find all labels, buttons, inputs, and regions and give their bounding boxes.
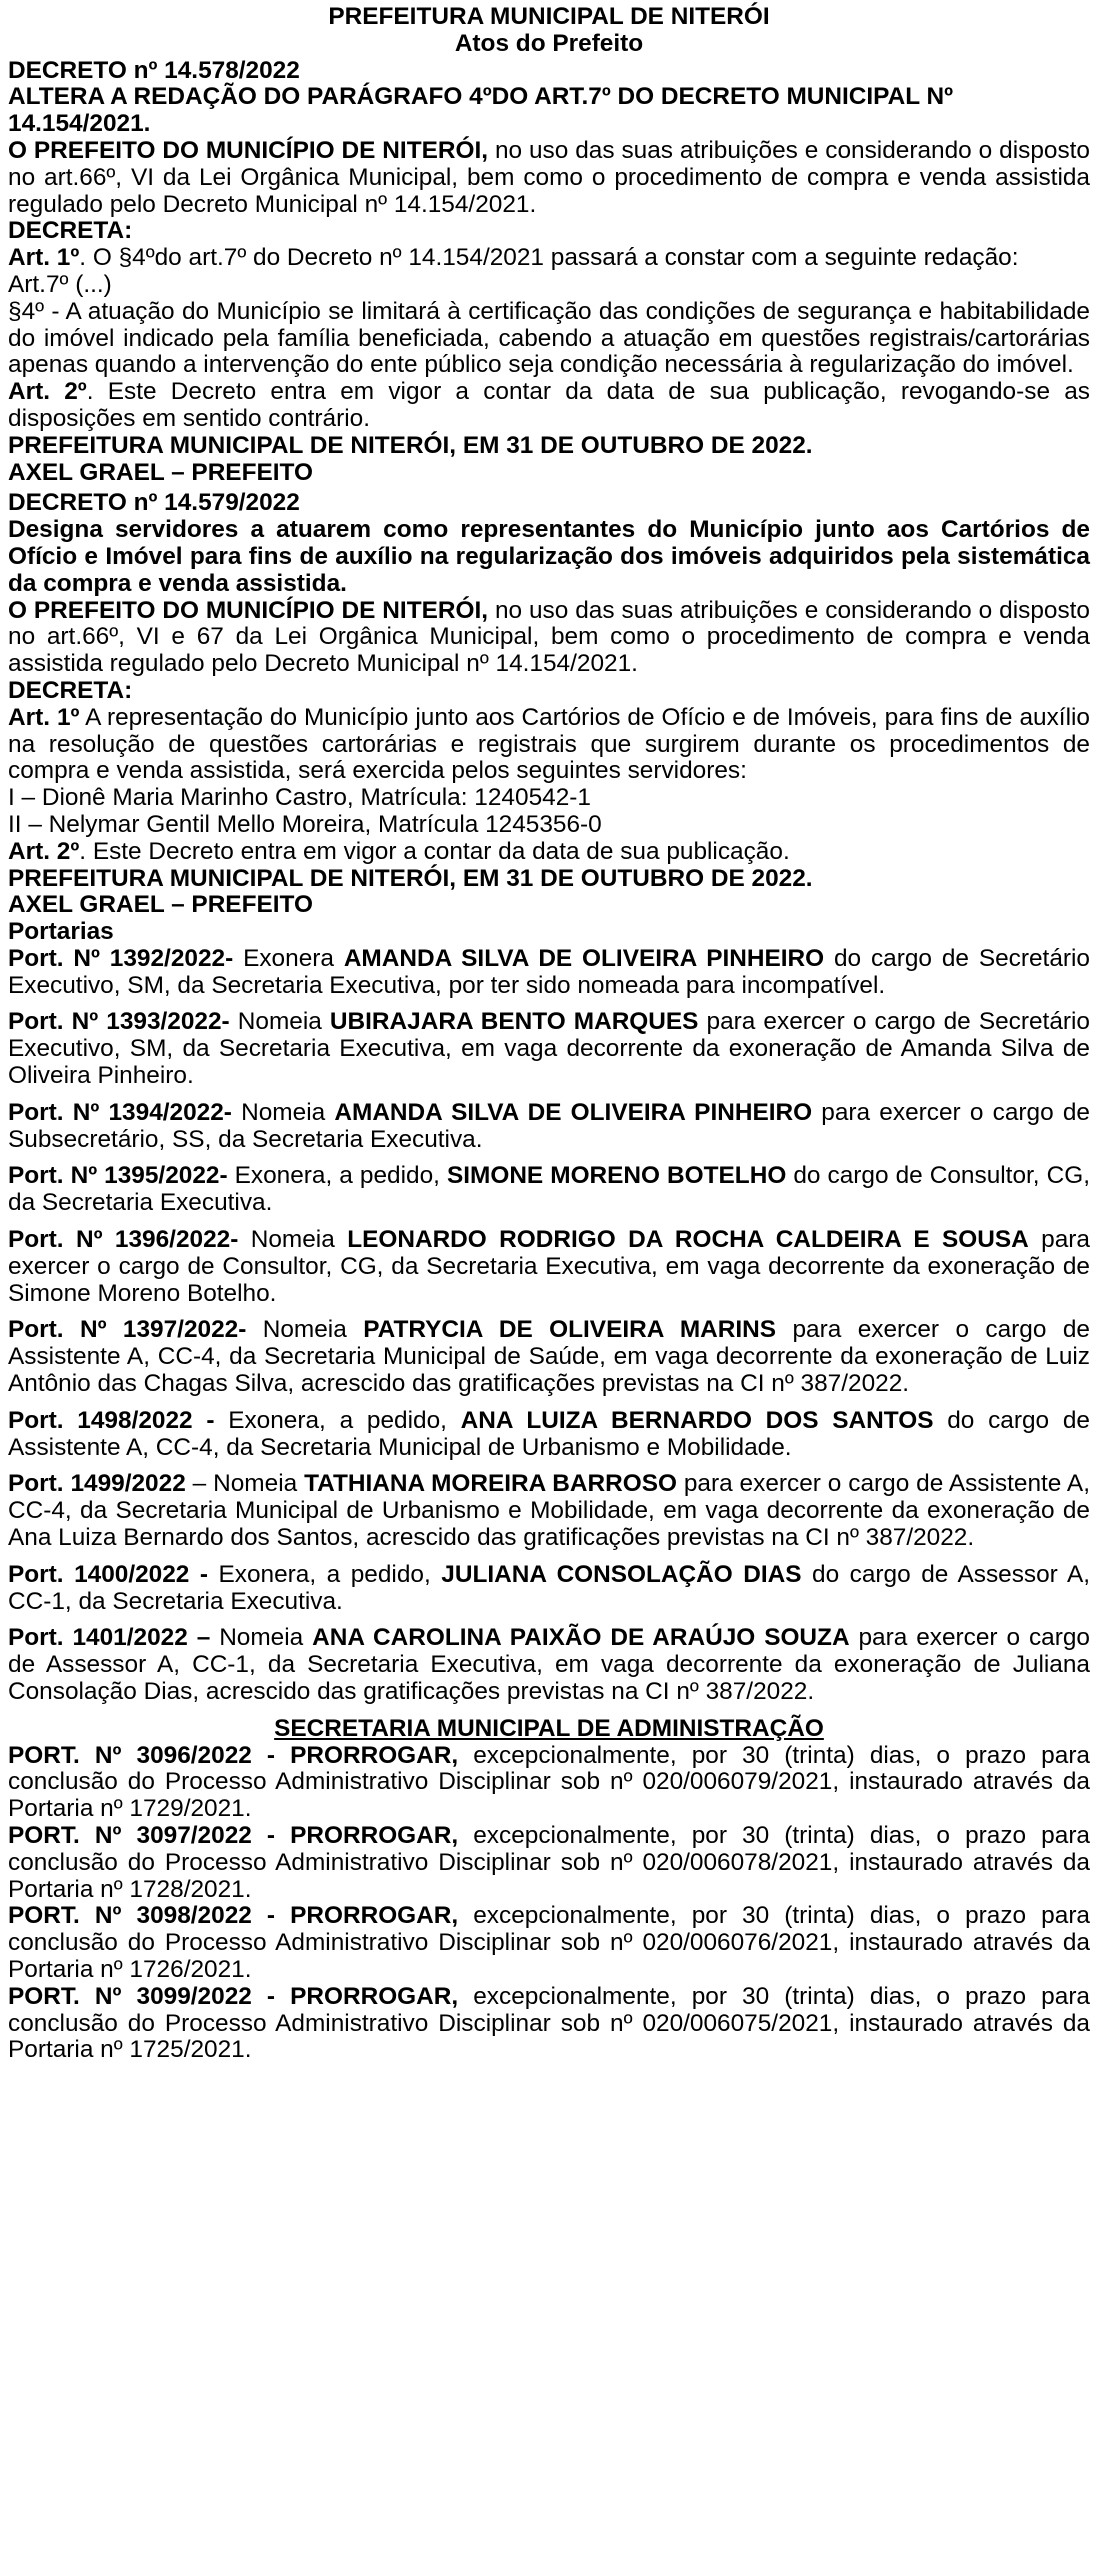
portaria-number: Port. Nº 1396/2022- <box>8 1226 239 1254</box>
decree-ementa: ALTERA A REDAÇÃO DO PARÁGRAFO 4ºDO ART.7º DO DECRETO MUNICIPAL Nº 14.154/2021. <box>8 83 954 138</box>
portaria-text: do cargo de Consultor, CG, da Secretaria Executiva. <box>8 1162 1090 1217</box>
decree-preamble <box>8 598 1090 678</box>
article-2-label: Art. 2º <box>8 837 80 865</box>
portaria-person: AMANDA SILVA DE OLIVEIRA PINHEIRO <box>334 1098 813 1126</box>
portaria-action: – Nomeia <box>185 1470 305 1498</box>
sma-portaria-number: PORT. Nº 3097/2022 - PRORROGAR, <box>8 1822 459 1849</box>
sma-portaria-text: excepcionalmente, por 30 (trinta) dias, o prazo para conclusão do Processo Administrativo Disciplinar sob nº 020/006078/2021, instaurado através da Portaria nº 1728/2021. <box>8 1822 1091 1903</box>
portaria-person: UBIRAJARA BENTO MARQUES <box>329 1008 699 1036</box>
portaria-action: Nomeia <box>238 1226 348 1254</box>
portaria-text: para exercer o cargo de Secretário Executivo, SM, da Secretaria Executiva, em vaga decorrente da exoneração de Amanda Silva de Oliveira Pinheiro. <box>8 1008 1090 1090</box>
portaria-person: ANA LUIZA BERNARDO DOS SANTOS <box>460 1406 934 1434</box>
portaria-item <box>8 1471 1090 1551</box>
portaria-text: para exercer o cargo de Assistente A, CC-4, da Secretaria Municipal de Saúde, em vaga decorrente da exoneração de Luiz Antônio das Chagas Silva, acrescido das gratificações previstas na CI nº 387/2022. <box>8 1316 1090 1398</box>
portaria-item <box>8 1562 1090 1616</box>
decree-signature: AXEL GRAEL – PREFEITO <box>8 458 313 486</box>
article-2 <box>8 379 1090 433</box>
article-7-ref: Art.7º (...) <box>8 270 112 298</box>
portaria-number: Port. 1499/2022 <box>8 1470 186 1498</box>
portaria-item <box>8 1163 1090 1217</box>
portaria-text: do cargo de Assessor A, CC-1, da Secretaria Executiva. <box>8 1560 1090 1615</box>
paragraph-4: §4º - A atuação do Município se limitará à certificação das condições de segurança e habitabilidade do imóvel indicado pela família beneficiada, cabendo a atuação em questões registrais/cartorárias apenas quando a intervenção do ente público seja condição necessária à regularização do imóvel. <box>8 297 1090 379</box>
portaria-action: Exonera, a pedido, <box>208 1560 442 1588</box>
portaria-text: para exercer o cargo de Assistente A, CC-4, da Secretaria Municipal de Urbanismo e Mobilidade, em vaga decorrente da exoneração de Ana Luiza Bernardo dos Santos, acrescido das gratificações previstas na CI nº 387/2022. <box>8 1470 1090 1552</box>
portaria-action: Exonera <box>233 944 344 972</box>
section-title-text: SECRETARIA MUNICIPAL DE ADMINISTRAÇÃO <box>274 1714 824 1742</box>
sma-portaria-item <box>8 1823 1090 1903</box>
portaria-number: Port. Nº 1395/2022- <box>8 1162 228 1190</box>
portarias-title: Portarias <box>8 918 114 946</box>
decree-signature: AXEL GRAEL – PREFEITO <box>8 891 313 919</box>
sma-portaria-number: PORT. Nº 3098/2022 - PRORROGAR, <box>8 1902 459 1930</box>
portaria-action: Exonera, a pedido, <box>214 1406 461 1434</box>
portaria-action: Nomeia <box>210 1624 313 1652</box>
article-1-text: . O §4ºdo art.7º do Decreto nº 14.154/2021 passará a constar com a seguinte redação: <box>79 244 1019 272</box>
sma-portaria-text: excepcionalmente, por 30 (trinta) dias, o prazo para conclusão do Processo Administrativo Disciplinar sob nº 020/006079/2021, instaurado através da Portaria nº 1729/2021. <box>8 1741 1091 1823</box>
preamble-authority: O PREFEITO DO MUNICÍPIO DE NITERÓI, <box>8 596 489 624</box>
portaria-person: LEONARDO RODRIGO DA ROCHA CALDEIRA E SOUSA <box>347 1226 1029 1254</box>
preamble-text: no uso das suas atribuições e considerando o disposto no art.66º, VI da Lei Orgânica Municipal, bem como o procedimento de compra e venda assistida regulado pelo Decreto Municipal nº 14.154/2021. <box>8 136 1090 218</box>
preamble-authority: O PREFEITO DO MUNICÍPIO DE NITERÓI, <box>8 136 489 164</box>
portaria-number: Port. 1400/2022 - <box>8 1560 208 1588</box>
decreta-label: DECRETA: <box>8 676 133 704</box>
portaria-text: para exercer o cargo de Assessor A, CC-1, da Secretaria Executiva, em vaga decorrente da exoneração de Juliana Consolação Dias, acrescido das gratificações previstas na CI nº 387/2022. <box>8 1624 1090 1706</box>
article-2-label: Art. 2º <box>8 378 87 406</box>
header-subtitle: Atos do Prefeito <box>454 29 644 57</box>
preamble-text: no uso das suas atribuições e considerando o disposto no art.66º, VI e 67 da Lei Orgânica Municipal, bem como o procedimento de compra e venda assistida regulado pelo Decreto Municipal nº 14.154/2021. <box>8 596 1090 678</box>
decree-number: DECRETO nº 14.578/2022 <box>8 56 300 84</box>
article-1-text: A representação do Município junto aos Cartórios de Ofício e de Imóveis, para fins de auxílio na resolução de questões cartorárias e registrais que surgirem durante os procedimentos de compra e venda assistida, será exercida pelos seguintes servidores: <box>8 703 1090 785</box>
portaria-person: AMANDA SILVA DE OLIVEIRA PINHEIRO <box>343 944 825 972</box>
portaria-action: Exonera, a pedido, <box>227 1162 447 1190</box>
portaria-action: Nomeia <box>246 1316 364 1344</box>
portaria-item <box>8 1100 1090 1154</box>
decree-number: DECRETO nº 14.579/2022 <box>8 489 300 517</box>
article-1 <box>8 705 1090 785</box>
portaria-item <box>8 1408 1090 1462</box>
sma-list <box>8 1743 1090 2065</box>
portaria-person: SIMONE MORENO BOTELHO <box>446 1162 787 1190</box>
article-2 <box>8 839 1090 866</box>
decreta-label: DECRETA: <box>8 217 133 245</box>
portaria-number: Port. 1498/2022 - <box>8 1406 215 1434</box>
portaria-action: Nomeia <box>229 1008 330 1036</box>
decree-preamble <box>8 138 1090 218</box>
portaria-person: ANA CAROLINA PAIXÃO DE ARAÚJO SOUZA <box>312 1624 850 1652</box>
article-1-label: Art. 1º <box>8 244 80 272</box>
portaria-action: Nomeia <box>231 1098 335 1126</box>
header-org: PREFEITURA MUNICIPAL DE NITERÓI <box>328 3 770 30</box>
decree-closing: PREFEITURA MUNICIPAL DE NITERÓI, EM 31 DE OUTUBRO DE 2022. <box>8 431 813 459</box>
portaria-number: Port. Nº 1397/2022- <box>8 1316 247 1344</box>
decree-ementa: Designa servidores a atuarem como representantes do Município junto aos Cartórios de Ofício e Imóvel para fins de auxílio na regularização dos imóveis adquiridos pela sistemática da compra e venda assistida. <box>8 516 1090 597</box>
portaria-item <box>8 946 1090 1000</box>
portaria-text: para exercer o cargo de Subsecretário, SS, da Secretaria Executiva. <box>8 1098 1090 1153</box>
portaria-number: Port. Nº 1394/2022- <box>8 1098 232 1126</box>
decree-14578 <box>8 58 1090 487</box>
portaria-person: JULIANA CONSOLAÇÃO DIAS <box>441 1560 802 1588</box>
portarias-list <box>8 946 1090 1706</box>
sma-portaria-text: excepcionalmente, por 30 (trinta) dias, o prazo para conclusão do Processo Administrativo Disciplinar sob nº 020/006076/2021, instaurado através da Portaria nº 1726/2021. <box>8 1902 1091 1983</box>
portaria-item <box>8 1317 1090 1397</box>
article-1-label: Art. 1º <box>8 703 80 731</box>
portaria-number: Port. Nº 1393/2022- <box>8 1008 230 1036</box>
section-title-sma <box>8 1716 1090 1743</box>
servant-2: II – Nelymar Gentil Mello Moreira, Matrícula 1245356-0 <box>8 810 602 838</box>
sma-portaria-item <box>8 1984 1090 2064</box>
article-2-text: . Este Decreto entra em vigor a contar da data de sua publicação, revogando-se as disposições em sentido contrário. <box>8 378 1090 432</box>
decree-closing: PREFEITURA MUNICIPAL DE NITERÓI, EM 31 DE OUTUBRO DE 2022. <box>8 864 813 892</box>
portaria-item <box>8 1009 1090 1089</box>
portaria-item <box>8 1227 1090 1307</box>
portaria-text: do cargo de Secretário Executivo, SM, da Secretaria Executiva, por ter sido nomeada para incompatível. <box>8 944 1090 999</box>
portaria-text: para exercer o cargo de Consultor, CG, da Secretaria Executiva, em vaga decorrente da exoneração de Simone Moreno Botelho. <box>8 1226 1090 1307</box>
sma-portaria-text: excepcionalmente, por 30 (trinta) dias, o prazo para conclusão do Processo Administrativo Disciplinar sob nº 020/006075/2021, instaurado através da Portaria nº 1725/2021. <box>8 1982 1091 2064</box>
sma-portaria-item <box>8 1903 1090 1983</box>
portaria-number: Port. 1401/2022 – <box>8 1624 211 1652</box>
portaria-text: do cargo de Assistente A, CC-4, da Secretaria Municipal de Urbanismo e Mobilidade. <box>8 1406 1090 1461</box>
portaria-item <box>8 1625 1090 1705</box>
sma-portaria-number: PORT. Nº 3096/2022 - PRORROGAR, <box>8 1741 459 1769</box>
servant-1: I – Dionê Maria Marinho Castro, Matrícula: 1240542-1 <box>8 784 591 812</box>
portaria-person: PATRYCIA DE OLIVEIRA MARINS <box>363 1316 777 1344</box>
decree-14579 <box>8 490 1090 919</box>
article-2-text: . Este Decreto entra em vigor a contar da data de sua publicação. <box>79 837 790 865</box>
portaria-person: TATHIANA MOREIRA BARROSO <box>304 1470 677 1498</box>
sma-portaria-number: PORT. Nº 3099/2022 - PRORROGAR, <box>8 1982 459 2010</box>
sma-portaria-item <box>8 1743 1090 1823</box>
portaria-number: Port. Nº 1392/2022- <box>8 944 234 972</box>
article-1 <box>8 245 1090 272</box>
